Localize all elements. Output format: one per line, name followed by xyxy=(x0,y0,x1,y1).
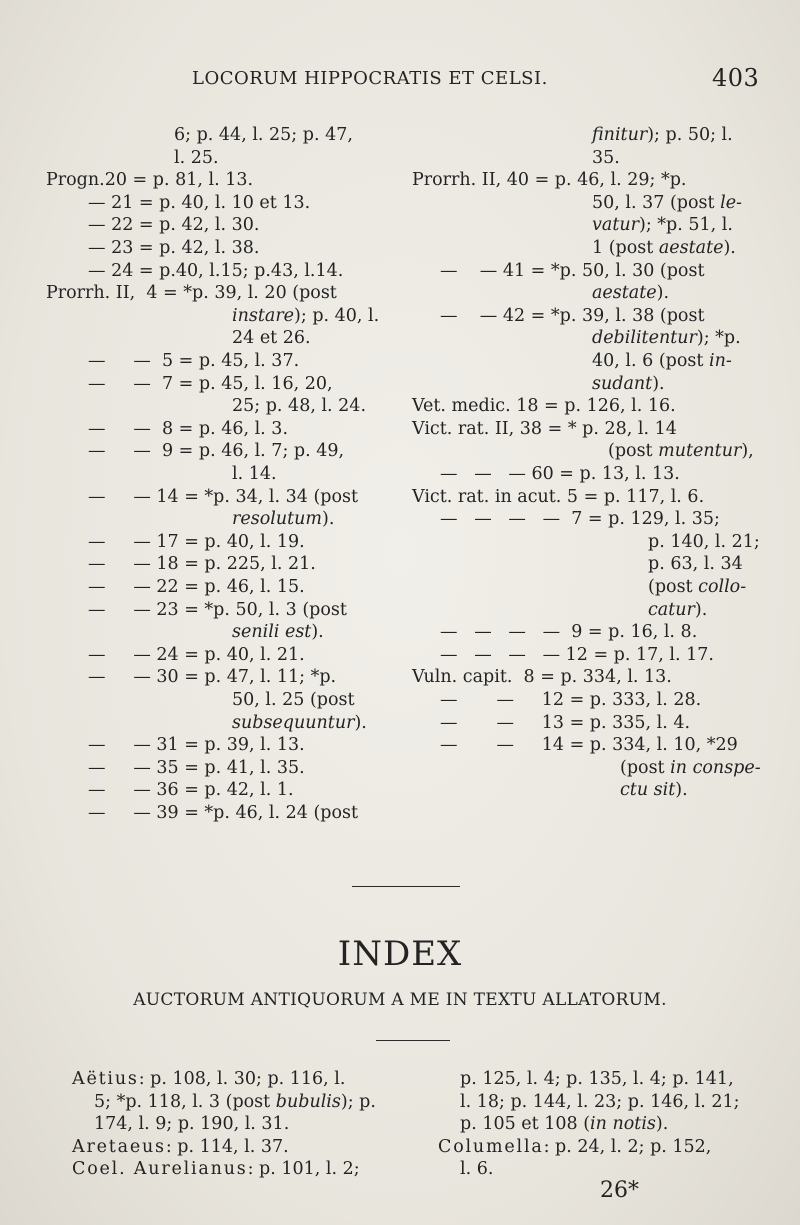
index-left-column xyxy=(72,1068,422,1188)
text-fragment: Columella xyxy=(438,1136,544,1157)
entry-line xyxy=(460,1113,668,1136)
italic-fragment: aestate xyxy=(592,283,657,304)
entry-line xyxy=(648,576,746,599)
text-fragment: (post xyxy=(648,577,699,597)
entry-line xyxy=(88,666,336,689)
text-fragment: ). xyxy=(322,509,335,530)
entry-line xyxy=(88,373,333,396)
text-fragment: Prorrh. II, 40 = p. 46, l. 29; *p. xyxy=(412,170,687,191)
italic-fragment: collo- xyxy=(698,577,747,597)
text-fragment: — — 22 = p. 46, l. 15. xyxy=(88,577,305,597)
entry-line xyxy=(440,260,704,283)
text-fragment: l. 25. xyxy=(174,147,219,168)
entry-line xyxy=(72,1136,289,1159)
entry-line xyxy=(460,1158,493,1181)
italic-fragment: resolutum xyxy=(232,509,323,530)
entry-line xyxy=(440,689,701,712)
text-fragment: ). xyxy=(723,238,736,258)
text-fragment: p. 140, l. 21; xyxy=(648,531,760,552)
text-fragment: 5; *p. 118, l. 3 (post xyxy=(94,1091,276,1112)
entry-line xyxy=(460,1068,734,1091)
text-fragment: ). xyxy=(311,622,324,643)
text-fragment: — — 41 = *p. 50, l. 30 (post xyxy=(440,260,705,281)
text-fragment: — — — 60 = p. 13, l. 13. xyxy=(440,464,680,484)
entry-line xyxy=(438,1136,711,1159)
entry-line xyxy=(174,147,219,170)
entry-line xyxy=(620,779,688,802)
text-fragment: l. 18; p. 144, l. 23; p. 146, l. 21; xyxy=(460,1091,740,1112)
running-head xyxy=(0,64,800,94)
text-fragment: — — 12 = p. 333, l. 28. xyxy=(440,690,702,710)
entry-line xyxy=(232,712,367,735)
entry-line xyxy=(592,282,669,305)
entry-line xyxy=(46,282,337,305)
text-fragment: (post xyxy=(620,757,671,778)
text-fragment: p. 125, l. 4; p. 135, l. 4; p. 141, xyxy=(460,1069,734,1089)
text-fragment: (post xyxy=(608,441,659,462)
text-fragment: Aëtius xyxy=(72,1069,139,1089)
text-fragment: ). xyxy=(656,283,670,304)
entry-line xyxy=(88,644,305,667)
italic-fragment: ctu sit xyxy=(620,780,676,801)
entry-line xyxy=(412,486,704,509)
entry-line xyxy=(88,350,299,373)
entry-line xyxy=(88,214,259,237)
text-fragment: Aretaeus xyxy=(72,1136,166,1157)
entry-line xyxy=(88,260,343,283)
text-fragment: — — 31 = p. 39, l. 13. xyxy=(88,735,305,756)
entry-line xyxy=(440,712,690,735)
text-fragment: — 24 = p.40, l.15; p.43, l.14. xyxy=(88,260,344,281)
text-fragment: : p. 101, l. 2; xyxy=(247,1159,360,1179)
entry-line xyxy=(72,1068,345,1091)
text-fragment: — — 23 = *p. 50, l. 3 (post xyxy=(88,599,347,620)
text-fragment: ); *p. 51, l. xyxy=(639,215,733,236)
text-fragment: — 22 = p. 42, l. 30. xyxy=(88,215,260,236)
text-fragment: — — 13 = p. 335, l. 4. xyxy=(440,712,691,733)
right-column-concordance xyxy=(412,124,782,824)
text-fragment: — — 9 = p. 46, l. 7; p. 49, xyxy=(88,441,345,462)
entry-line xyxy=(232,463,277,486)
index-title: INDEX xyxy=(337,934,463,974)
text-fragment: 50, l. 37 (post xyxy=(592,192,721,213)
entry-line xyxy=(46,169,253,192)
italic-fragment: finitur xyxy=(592,125,648,145)
italic-fragment: senili est xyxy=(232,622,312,643)
text-fragment: ), xyxy=(741,441,754,462)
text-fragment: — 21 = p. 40, l. 10 et 13. xyxy=(88,192,311,213)
text-fragment: — — 36 = p. 42, l. 1. xyxy=(88,780,294,801)
entry-line xyxy=(88,757,305,780)
entry-line xyxy=(88,486,358,509)
text-fragment: — — 35 = p. 41, l. 35. xyxy=(88,757,305,778)
text-fragment: : p. 108, l. 30; p. 116, l. xyxy=(138,1069,346,1089)
page-number: 403 xyxy=(712,64,760,92)
entry-line xyxy=(232,689,355,712)
text-fragment: Prorrh. II, 4 = *p. 39, l. 20 (post xyxy=(46,283,337,304)
text-fragment: — — 42 = *p. 39, l. 38 (post xyxy=(440,305,705,326)
entry-line xyxy=(412,418,677,441)
text-fragment: — — 14 = p. 334, l. 10, *29 xyxy=(440,735,738,756)
italic-fragment: catur xyxy=(648,599,695,620)
text-fragment: Vict. rat. II, 38 = * p. 28, l. 14 xyxy=(412,418,677,439)
text-fragment: ); p. xyxy=(340,1091,376,1112)
entry-line xyxy=(72,1158,360,1181)
entry-line xyxy=(232,305,379,328)
italic-fragment: subsequuntur xyxy=(232,712,355,733)
text-fragment: : p. 24, l. 2; p. 152, xyxy=(543,1136,712,1157)
entry-line xyxy=(608,440,754,463)
text-fragment: — — — — 7 = p. 129, l. 35; xyxy=(440,509,720,530)
text-fragment: — — 17 = p. 40, l. 19. xyxy=(88,531,305,552)
text-fragment: 50, l. 25 (post xyxy=(232,690,355,710)
text-fragment: l. 6. xyxy=(460,1159,494,1179)
entry-line xyxy=(88,531,305,554)
text-fragment: l. 14. xyxy=(232,464,277,484)
entry-line xyxy=(592,327,741,350)
entry-line xyxy=(648,531,760,554)
entry-line xyxy=(232,395,366,418)
italic-fragment: in- xyxy=(708,351,732,371)
entry-line xyxy=(412,169,687,192)
entry-line xyxy=(592,350,732,373)
italic-fragment: in conspe- xyxy=(670,757,761,778)
section-divider xyxy=(352,886,460,887)
entry-line xyxy=(88,440,344,463)
entry-line xyxy=(94,1091,376,1114)
italic-fragment: bubulis xyxy=(275,1091,341,1112)
text-fragment: : p. 114, l. 37. xyxy=(165,1136,289,1157)
text-fragment: — — — — 9 = p. 16, l. 8. xyxy=(440,622,698,643)
entry-line xyxy=(88,779,294,802)
text-fragment: 24 et 26. xyxy=(232,328,311,349)
index-subtitle: AUCTORUM ANTIQUORUM A ME IN TEXTU ALLATORUM. xyxy=(133,990,667,1010)
entry-line xyxy=(592,124,733,147)
text-fragment: Coel. Aurelianus xyxy=(72,1159,248,1179)
entry-line xyxy=(412,666,672,689)
entry-line xyxy=(94,1113,289,1136)
text-fragment: ). xyxy=(675,780,688,801)
text-fragment: Vict. rat. in acut. 5 = p. 117, l. 6. xyxy=(412,486,705,507)
italic-fragment: aestate xyxy=(658,238,724,258)
text-fragment: — 23 = p. 42, l. 38. xyxy=(88,238,260,258)
entry-line xyxy=(232,621,324,644)
text-fragment: — — 14 = *p. 34, l. 34 (post xyxy=(88,486,359,507)
text-fragment: Vuln. capit. 8 = p. 334, l. 13. xyxy=(412,667,672,688)
text-fragment: — — 5 = p. 45, l. 37. xyxy=(88,351,300,371)
entry-line xyxy=(592,214,733,237)
entry-line xyxy=(88,418,288,441)
italic-fragment: le- xyxy=(720,192,742,213)
entry-line xyxy=(88,802,358,825)
entry-line xyxy=(620,757,761,780)
text-fragment: ); p. 40, l. xyxy=(294,305,380,326)
entry-line xyxy=(440,463,680,486)
italic-fragment: debilitentur xyxy=(592,328,697,349)
text-fragment: ); p. 50; l. xyxy=(647,125,733,145)
text-fragment: Vet. medic. 18 = p. 126, l. 16. xyxy=(412,396,676,417)
index-rule xyxy=(376,1040,450,1041)
running-title: LOCORUM HIPPOCRATIS ET CELSI. xyxy=(192,68,548,89)
entry-line xyxy=(88,599,347,622)
entry-line xyxy=(174,124,353,147)
text-fragment: — — 18 = p. 225, l. 21. xyxy=(88,554,316,575)
text-fragment: ). xyxy=(652,373,665,394)
text-fragment: 40, l. 6 (post xyxy=(592,351,709,371)
italic-fragment: mutentur xyxy=(658,441,742,462)
entry-line xyxy=(648,599,707,622)
entry-line xyxy=(440,621,697,644)
entry-line xyxy=(232,508,334,531)
text-fragment: ). xyxy=(354,712,367,733)
entry-line xyxy=(460,1091,740,1114)
text-fragment: — — 39 = *p. 46, l. 24 (post xyxy=(88,803,359,823)
entry-line xyxy=(592,237,736,260)
entry-line xyxy=(88,576,305,599)
text-fragment: — — 7 = p. 45, l. 16, 20, xyxy=(88,373,333,394)
text-fragment: 6; p. 44, l. 25; p. 47, xyxy=(174,125,353,145)
entry-line xyxy=(88,553,316,576)
entry-line xyxy=(440,508,720,531)
text-fragment: — — 8 = p. 46, l. 3. xyxy=(88,418,289,439)
index-right-column xyxy=(438,1068,788,1188)
entry-line xyxy=(592,373,665,396)
text-fragment: 25; p. 48, l. 24. xyxy=(232,396,367,417)
entry-line xyxy=(88,192,310,215)
italic-fragment: instare xyxy=(232,305,295,326)
entry-line xyxy=(440,644,714,667)
italic-fragment: in notis xyxy=(590,1114,656,1134)
left-column-concordance xyxy=(38,124,408,824)
entry-line xyxy=(592,192,742,215)
text-fragment: ); *p. xyxy=(696,328,741,349)
entry-line xyxy=(440,734,738,757)
text-fragment: 174, l. 9; p. 190, l. 31. xyxy=(94,1114,290,1134)
text-fragment: — — 24 = p. 40, l. 21. xyxy=(88,644,305,665)
entry-line xyxy=(440,305,704,328)
text-fragment: Progn.20 = p. 81, l. 13. xyxy=(46,170,254,191)
signature-mark: 26* xyxy=(600,1178,639,1203)
entry-line xyxy=(232,327,311,350)
italic-fragment: sudant xyxy=(592,373,653,394)
text-fragment: p. 63, l. 34 xyxy=(648,554,743,575)
italic-fragment: vatur xyxy=(592,215,639,236)
entry-line xyxy=(88,734,305,757)
text-fragment: 1 (post xyxy=(592,238,659,258)
text-fragment: ). xyxy=(655,1114,669,1134)
text-fragment: ). xyxy=(694,599,708,620)
entry-line xyxy=(648,553,743,576)
entry-line xyxy=(88,237,259,260)
entry-line xyxy=(412,395,676,418)
text-fragment: p. 105 et 108 ( xyxy=(460,1114,591,1134)
entry-line xyxy=(592,147,620,170)
text-fragment: — — 30 = p. 47, l. 11; *p. xyxy=(88,667,337,688)
text-fragment: — — — — 12 = p. 17, l. 17. xyxy=(440,644,714,665)
text-fragment: 35. xyxy=(592,147,620,168)
